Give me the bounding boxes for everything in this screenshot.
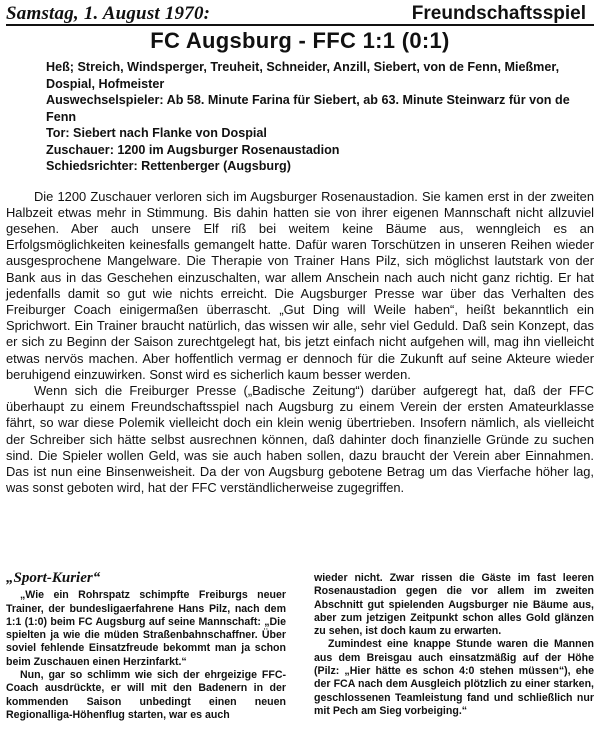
match-report xyxy=(6,189,594,497)
excerpt-paragraph: wieder nicht. Zwar rissen die Gäste im fast leeren Rosenaustadion gegen die vor allem im zweiten Abschnitt gut spielenden Augsburger nie Bäume aus, aber zum jetzigen Zeitpunkt schon alles Gold glänzen zu sehen, ist doch kaum zu erwarten. xyxy=(314,572,594,638)
excerpt-paragraph: Nun, gar so schlimm wie sich der ehrgeizige FFC-Coach ausdrückte, er will mit den Badenern in der kommenden Saison unbedingt einen neuen Regionalliga-Höhenflug starten, war es auch xyxy=(6,669,286,721)
excerpt-column-left xyxy=(6,572,286,722)
match-title: FC Augsburg - FFC 1:1 (0:1) xyxy=(150,28,450,53)
match-date: Samstag, 1. August 1970: xyxy=(6,3,211,24)
report-paragraph: Die 1200 Zuschauer verloren sich im Augsburger Rosenaustadion. Sie kamen erst in der zweiten Halbzeit etwas mehr in Stimmung. Bis dahin hatten sie von ihrer eigenen Mannschaft nicht allzuviel gesehen. Aber auch unsere Elf riß bei weitem keine Bäume aus, wenngleich es an Erfolgsmöglichkeiten keinesfalls gemangelt hatte. Dafür waren Torschützen in unseren Reihen wieder ausgesprochene Mangelware. Die Therapie von Trainer Hans Pilz, sich möglichst lautstark von der Bank aus in das Geschehen einzuschalten, war allem Anschein nach auch nicht ganz richtig. Er hat jedenfalls damit so gut wie nichts erreicht. Die Augsburger Presse war über das Verhalten des Freiburger Coach einigermaßen überrascht. „Gut Ding will Weile haben“, heißt bekanntlich ein Sprichwort. Ein Trainer braucht natürlich, das wissen wir alle, sehr viel Geduld. Daß sein Konzept, das er sich zu Beginn der Saison zurechtgelegt hat, bis jetzt einfach nicht aufgehen will, mag ihn vielleicht etwas nervös machen. Aber hoffentlich vermag er dennoch für die Zukunft auf seine Akteure wieder beruhigend einzuwirken. Sonst wird es sicherlich kaum besser werden. xyxy=(6,188,594,382)
excerpt-paragraph: „Wie ein Rohrspatz schimpfte Freiburgs neuer Trainer, der bundesligaerfahrene Hans Pilz, nach dem 1:1 (1:0) beim FC Augsburg auf seine Mannschaft: „Die spielten ja wie die müden Straßenbahnschaffner. Über soviel fehlende Einsatzfreude bekommt man ja schon beim Zuschauen einen Herzinfarkt.“ xyxy=(6,589,286,668)
header-rule xyxy=(6,24,594,26)
excerpt-heading: „Sport-Kurier“ xyxy=(6,570,101,586)
excerpt-paragraph: Zumindest eine knappe Stunde waren die Mannen aus dem Breisgau auch einsatzmäßig auf der Höhe (Pilz: „Hier hätte es schon 4:0 stehen müssen“), ehe der FCA nach dem Ausgleich plötzlich zu einer starken, geschlossenen Teamleistung fand und schließlich nur mit Pech am Sieg vorbeiging.“ xyxy=(314,638,594,717)
match-facts xyxy=(46,59,594,175)
substitutes: Auswechselspieler: Ab 58. Minute Farina für Siebert, ab 63. Minute Steinwarz für von de Fenn xyxy=(46,93,570,124)
sport-kurier-excerpt xyxy=(6,572,594,722)
lineup: Heß; Streich, Windsperger, Treuheit, Schneider, Anzill, Siebert, von de Fenn, Mießmer, Dospial, Hofmeister xyxy=(46,60,560,91)
excerpt-column-right xyxy=(314,572,594,722)
spectators: Zuschauer: 1200 im Augsburger Rosenaustadion xyxy=(46,142,340,157)
page-header xyxy=(6,3,594,25)
match-type: Freundschaftsspiel xyxy=(411,3,586,24)
referee: Schiedsrichter: Rettenberger (Augsburg) xyxy=(46,159,291,173)
goal-scorer: Tor: Siebert nach Flanke von Dospial xyxy=(46,126,267,140)
report-paragraph: Wenn sich die Freiburger Presse („Badische Zeitung“) darüber aufgeregt hat, daß der FFC überhaupt zu einem Freundschaftsspiel nach Augsburg zu einem Verein der ersten Amateurklasse fährt, so war diese Polemik vielleicht doch ein klein wenig übertrieben. Insofern nämlich, als vielleicht der Schreiber sich hätte selbst ausrechnen können, daß dahinter doch finanzielle Gründe zu suchen sind. Die Spieler wollen Geld, was sie auch haben sollen, dazu braucht der Verein aber Einnahmen. Das ist nun eine Binsenweisheit. Da der von Augsburg gebotene Betrag um das Vierfache höher lag, was sonst geboten wird, hat der FFC verständlicherweise zugegriffen. xyxy=(6,382,594,496)
